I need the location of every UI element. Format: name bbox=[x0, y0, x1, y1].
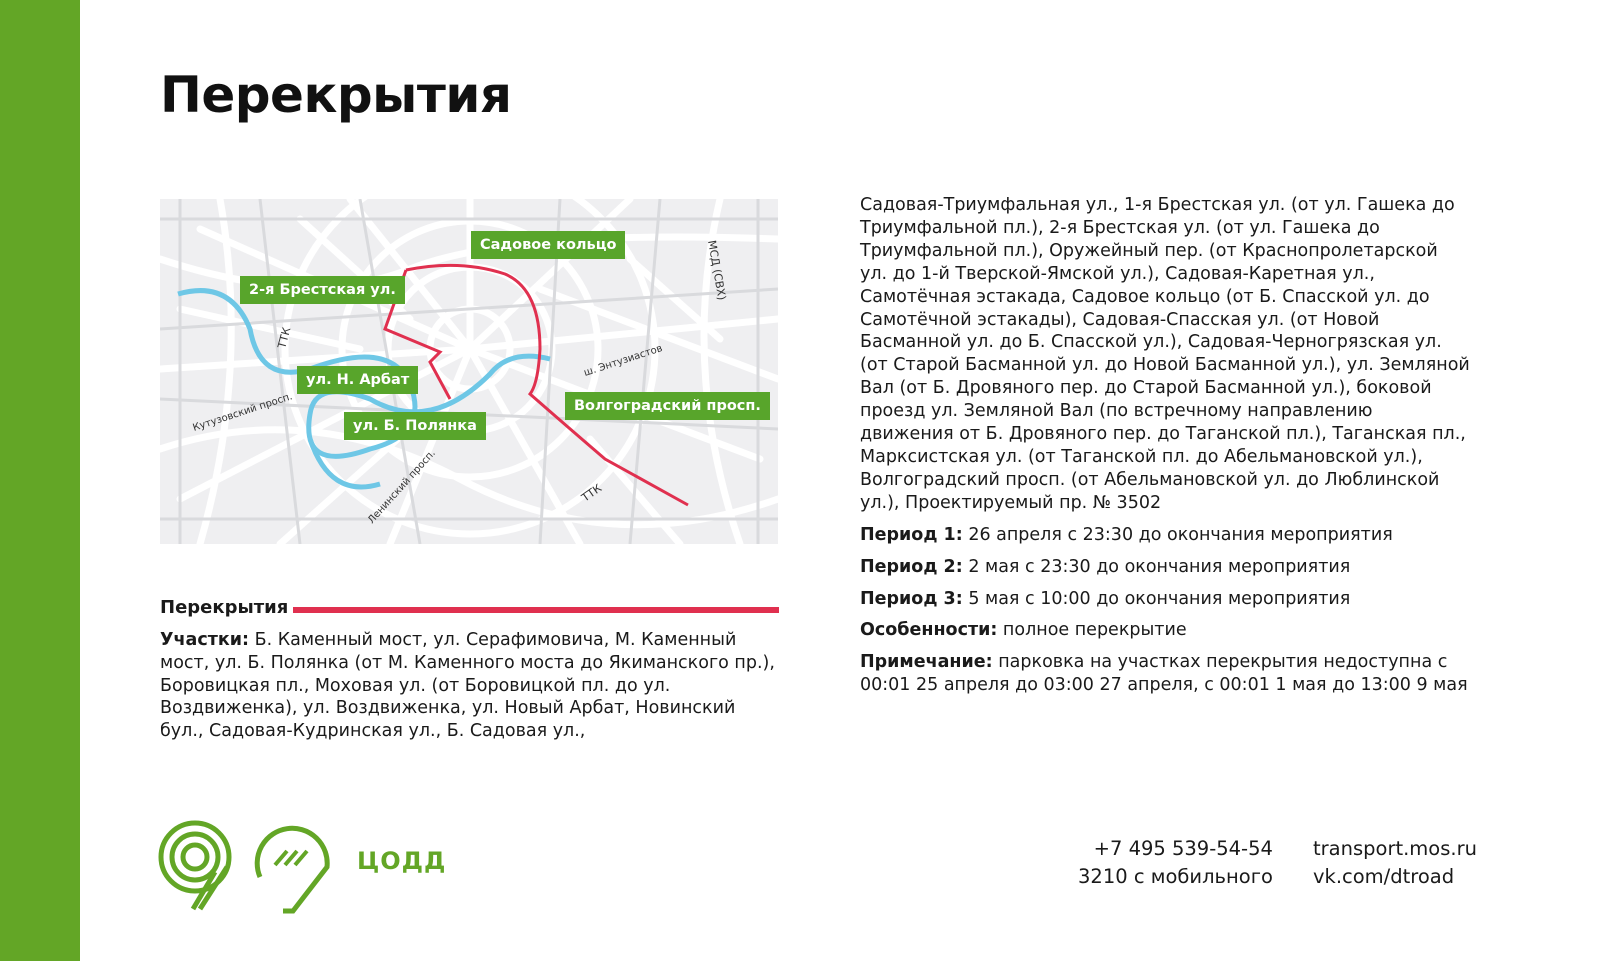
note-label: Примечание: bbox=[860, 652, 993, 673]
map-label-leninsky: Ленинский просп. bbox=[366, 447, 438, 527]
features bbox=[860, 619, 1470, 642]
map-label-ttk-west: ТТК bbox=[275, 325, 294, 350]
closure-map bbox=[160, 199, 778, 544]
map-tag-polyanka: ул. Б. Полянка bbox=[344, 412, 486, 440]
legend-closure-line bbox=[293, 607, 779, 613]
legend-label: Перекрытия bbox=[160, 597, 289, 618]
page-title: Перекрытия bbox=[160, 66, 512, 124]
map-tag-arbat: ул. Н. Арбат bbox=[297, 366, 418, 394]
closure-details bbox=[860, 194, 1470, 706]
map-label-ttk-southeast: ТТК bbox=[579, 481, 605, 505]
period-2-label: Период 2: bbox=[860, 556, 963, 577]
period-1-value: 26 апреля с 23:30 до окончания мероприятия bbox=[968, 524, 1393, 545]
phone-number[interactable]: +7 495 539-54-54 bbox=[1093, 837, 1273, 860]
map-label-msd: МСД (СВХ) bbox=[705, 239, 729, 302]
footer-phones bbox=[1078, 835, 1273, 891]
brand-side-bar bbox=[0, 0, 80, 961]
vk-link[interactable]: vk.com/dtroad bbox=[1313, 865, 1455, 888]
footer-links bbox=[1313, 835, 1477, 891]
map-label-kutuzovsky: Кутузовский просп. bbox=[191, 391, 294, 434]
logo-icons bbox=[155, 817, 345, 917]
mobile-short-number: 3210 с мобильного bbox=[1078, 865, 1273, 888]
moscow-nine-logo-icon bbox=[161, 823, 229, 909]
footer-logos bbox=[155, 817, 345, 921]
period-3-label: Период 3: bbox=[860, 588, 963, 609]
map-tag-brestskaya: 2-я Брестская ул. bbox=[240, 276, 405, 304]
map-tag-volgogradsky: Волгоградский просп. bbox=[565, 392, 770, 420]
period-1-label: Период 1: bbox=[860, 524, 963, 545]
closure-sections-left bbox=[160, 629, 780, 743]
codd-brand-text: ЦОДД bbox=[357, 847, 447, 875]
period-3-value: 5 мая с 10:00 до окончания мероприятия bbox=[968, 588, 1351, 609]
period-1 bbox=[860, 524, 1470, 547]
sections-label: Участки: bbox=[160, 630, 249, 650]
features-value: полное перекрытие bbox=[1002, 620, 1187, 641]
codd-logo-icon bbox=[257, 828, 327, 911]
map-label-entuziastov: ш. Энтузиастов bbox=[582, 343, 664, 379]
note bbox=[860, 651, 1470, 697]
period-2-value: 2 мая с 23:30 до окончания мероприятия bbox=[968, 556, 1351, 577]
sections-text-left: Б. Каменный мост, ул. Серафимовича, М. Каменный мост, ул. Б. Полянка (от М. Каменного моста до Якиманского пр.), Боровицкая пл., Моховая ул. (от Боровицкой пл. до ул. Воздвиженка), ул. Воздвиженка, ул. Новый Арбат, Новинский бул., Садовая-Кудринская ул., Б. Садовая ул., bbox=[160, 630, 775, 742]
period-2 bbox=[860, 556, 1470, 579]
note-value: парковка на участках перекрытия недоступна с 00:01 25 апреля до 03:00 27 апреля, с 00:01 1 мая до 13:00 9 мая bbox=[860, 652, 1468, 696]
map-tag-sadovoe: Садовое кольцо bbox=[471, 231, 625, 259]
sections-text-right: Садовая-Триумфальная ул., 1-я Брестская ул. (от ул. Гашека до Триумфальной пл.), 2-я Брестская ул. (от ул. Гашека до Триумфальной пл.), Оружейный пер. (от Краснопролетарской ул. до 1-й Тверской-Ямской ул.), Садовая-Каретная ул., Самотёчная эстакада, Садовое кольцо (от Б. Спасской ул. до Самотёчной эстакады), Садовая-Спасская ул. (от Новой Басманной ул. до Б. Спасской ул.), Садовая-Черногрязская ул. (от Старой Басманной ул. до Новой Басманной ул.), ул. Земляной Вал (от Б. Дровяного пер. до Старой Басманной ул.), боковой проезд ул. Земляной Вал (по встречному направлению движения от Б. Дровяного пер. до Таганской пл.), Таганская пл., Марксистская ул. (от Таганской пл. до Абельмановской ул.), Волгоградский просп. (от Абельмановской ул. до Люблинской ул.), Проектируемый пр. № 3502 bbox=[860, 195, 1470, 513]
period-3 bbox=[860, 588, 1470, 611]
features-label: Особенности: bbox=[860, 620, 998, 641]
map-background bbox=[160, 199, 778, 544]
site-link[interactable]: transport.mos.ru bbox=[1313, 837, 1477, 860]
